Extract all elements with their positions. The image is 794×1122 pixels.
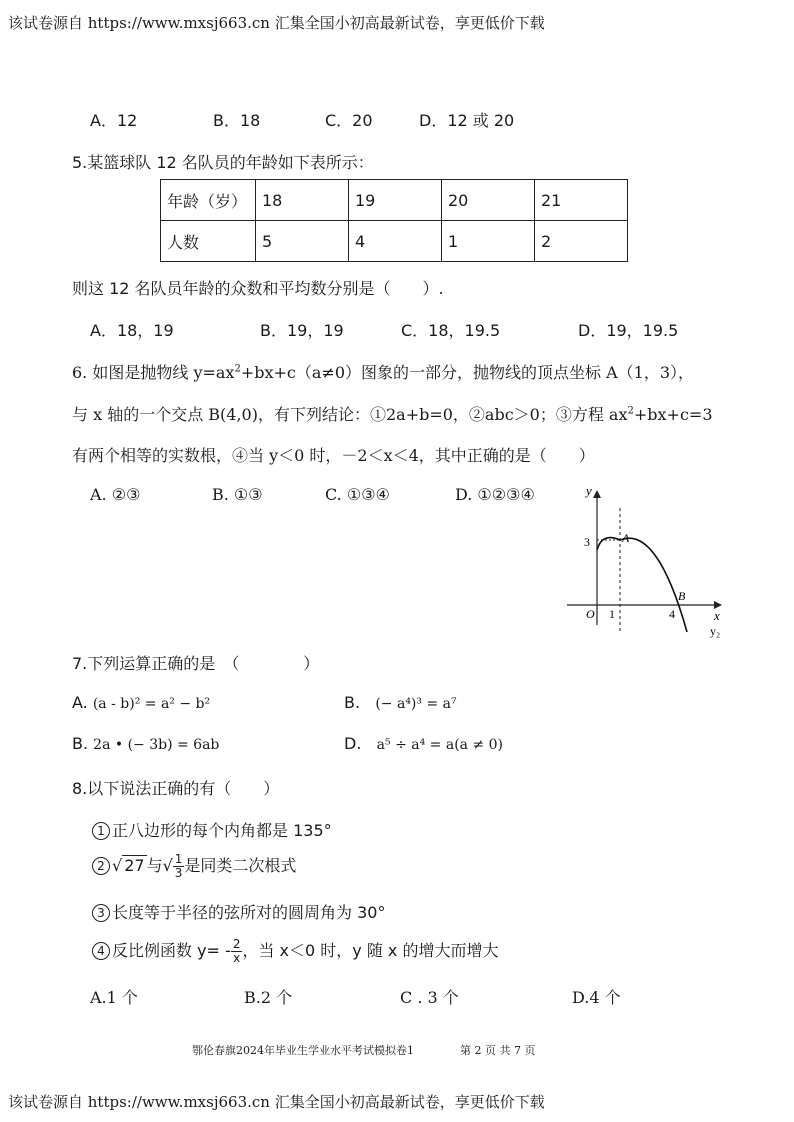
q5-option-b: B．19，19 xyxy=(260,321,344,340)
table-cell: 18 xyxy=(256,180,349,221)
source-header: 该试卷源自 https://www.mxsj663.cn 汇集全国小初高最新试卷，享更低价下载 xyxy=(8,14,545,32)
table-cell: 21 xyxy=(535,180,628,221)
tick-3-label: 3 xyxy=(584,535,590,549)
q5-option-c: C．18，19.5 xyxy=(401,321,501,340)
x-axis-label: x xyxy=(714,608,720,623)
q6-option-a: A. ②③ xyxy=(90,485,141,504)
q4-option-c: C．20 xyxy=(325,111,373,130)
table-cell: 2 xyxy=(535,221,628,262)
point-b-label: B xyxy=(678,589,686,603)
source-footer: 该试卷源自 https://www.mxsj663.cn 汇集全国小初高最新试卷，享更低价下载 xyxy=(8,1093,545,1111)
q5-stem: 5.某篮球队 12 名队员的年龄如下表所示： xyxy=(72,153,374,172)
age-table xyxy=(160,179,628,262)
q6-option-c: C. ①③④ xyxy=(325,485,390,504)
tick-4-label: 4 xyxy=(669,607,675,621)
q8-option-a: A.1 个 xyxy=(90,988,138,1007)
q6-option-d: D. ①②③④ xyxy=(455,485,535,504)
q8-statement-1: 1 正八边形的每个内角都是 135° xyxy=(92,818,332,841)
q8-stem: 8.以下说法正确的有（ ） xyxy=(72,779,280,798)
footer-exam-title: 鄂伦春旗2024年毕业生学业水平考试模拟卷1 xyxy=(192,1044,414,1057)
q8-option-c: C . 3 个 xyxy=(400,988,459,1007)
table-cell: 20 xyxy=(442,180,535,221)
q7-option-a: A. (a - b)² = a² − b² xyxy=(72,693,211,712)
parabola-graph xyxy=(562,480,732,640)
q6-line-3: 有两个相等的实数根，④当 y＜0 时，－2＜x＜4，其中正确的是（ ） xyxy=(72,446,595,465)
table-cell: 年龄（岁） xyxy=(161,180,256,221)
table-cell: 5 xyxy=(256,221,349,262)
q7-option-b: B. (− a⁴)³ = a⁷ xyxy=(344,693,457,712)
point-a-label: A xyxy=(622,531,630,545)
q5-option-d: D．19，19.5 xyxy=(578,321,679,340)
tick-1-label: 1 xyxy=(609,607,615,621)
table-row xyxy=(161,180,628,221)
q6-option-b: B. ①③ xyxy=(212,485,263,504)
q7-option-c: B. 2a • (− 3b) = 6ab xyxy=(72,734,220,753)
origin-label: O xyxy=(586,607,595,621)
q8-statement-4: 4 反比例函数 y= - $\frac{2}{x}$ ，当 x＜0 时，y 随 x 的增大而增大 xyxy=(92,938,499,965)
q7-option-d: D. a⁵ ÷ a⁴ = a(a ≠ 0) xyxy=(344,734,504,753)
table-cell: 19 xyxy=(349,180,442,221)
y-axis-arrow xyxy=(593,490,601,498)
q8-option-d: D.4 个 xyxy=(572,988,621,1007)
y-axis-label: y xyxy=(586,483,592,498)
q4-option-a: A．12 xyxy=(90,111,138,130)
q4-option-d: D．12 或 20 xyxy=(419,111,515,130)
q4-option-b: B．18 xyxy=(213,111,261,130)
table-cell: 4 xyxy=(349,221,442,262)
curve-label: y₂ xyxy=(710,624,721,638)
table-cell: 人数 xyxy=(161,221,256,262)
footer-page-number: 第 2 页 共 7 页 xyxy=(460,1044,536,1057)
q7-stem: 7.下列运算正确的是 （ ） xyxy=(72,654,320,673)
q6-line-2: 与 x 轴的一个交点 B(4,0)，有下列结论：①2a+b=0，②abc＞0；③方程 $ax^2+bx+c=3$ xyxy=(72,405,713,424)
q8-statement-3: 3 长度等于半径的弦所对的圆周角为 30° xyxy=(92,900,385,923)
q8-option-b: B.2 个 xyxy=(244,988,293,1007)
q6-line-1: 6. 如图是抛物线 $y=ax^2+bx+c(a\ne 0)$图象的一部分，抛物线的顶点坐标 A（1，3）， xyxy=(72,363,694,382)
table-cell: 1 xyxy=(442,221,535,262)
q5-option-a: A．18，19 xyxy=(90,321,174,340)
table-row xyxy=(161,221,628,262)
q5-question: 则这 12 名队员年龄的众数和平均数分别是（ ）. xyxy=(72,279,444,298)
q8-statement-2: 2 √ 27 与√ $\frac{1}{3}$ 是同类二次根式 xyxy=(92,853,296,880)
